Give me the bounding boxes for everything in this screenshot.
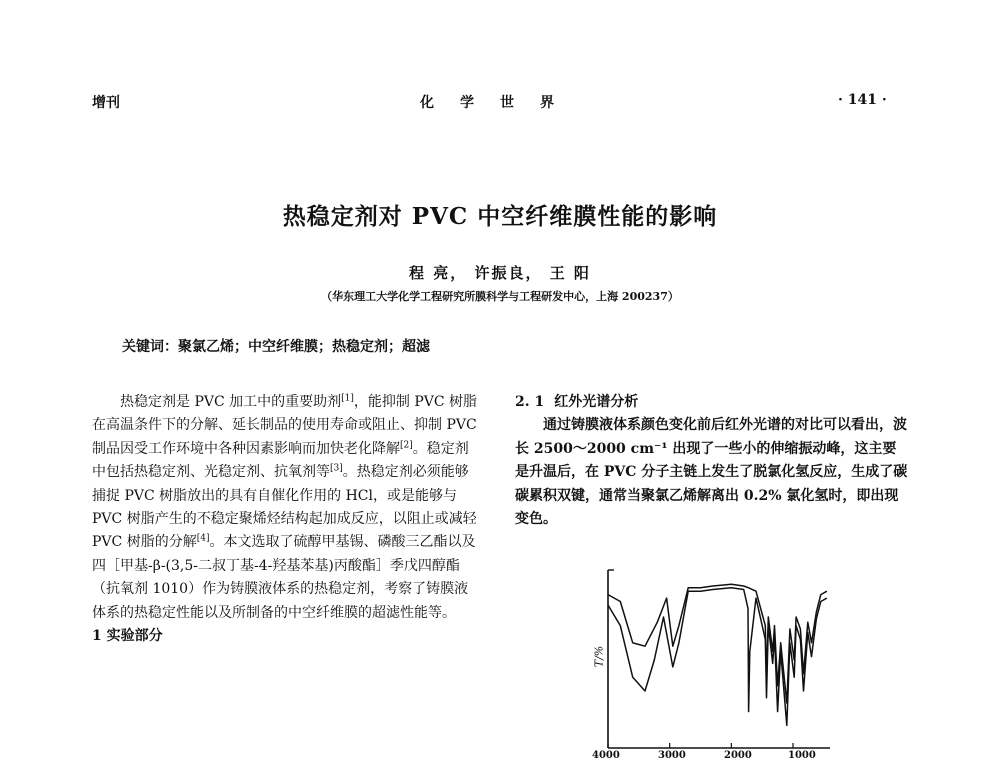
- header-left: 增刊: [92, 95, 120, 111]
- left-column: [92, 391, 482, 648]
- intro-text-3: 。稳定剂中包括热稳定剂、光稳定剂、抗氧剂等: [92, 440, 469, 481]
- journal-name: 化学世界: [420, 95, 580, 111]
- right-column: [515, 391, 910, 531]
- citation-4: [4]: [196, 533, 210, 544]
- intro-paragraph: [92, 391, 482, 625]
- keywords: 关键词：聚氯乙烯；中空纤维膜；热稳定剂；超滤: [122, 339, 430, 355]
- authors: 程 亮， 许振良， 王 阳: [409, 264, 591, 282]
- intro-text-2: ，能抑制 PVC 树脂在高温条件下的分解、延长制品的使用寿命或阻止、抑制 PVC 制品因受工作环境中各种因素影响而加快老化降解: [92, 394, 478, 457]
- ir-spectrum-chart: [590, 560, 850, 760]
- x-tick-label-2000: 2000: [724, 750, 752, 761]
- page-number: · 141 ·: [838, 92, 887, 108]
- citation-2: [2]: [400, 440, 413, 451]
- x-tick-label-1000: 1000: [788, 750, 816, 761]
- spectrum-a-line: [608, 584, 827, 703]
- affiliation: （华东理工大学化学工程研究所膜科学与工程研发中心，上海 200237）: [321, 290, 679, 303]
- section-heading-1: 1 实验部分: [92, 628, 163, 645]
- spectrum-series-group: [608, 584, 827, 725]
- intro-text-4: 。热稳定剂必须能够捕捉 PVC 树脂放出的具有自催化作用的 HCl，或是能够与 PVC 树脂产生的不稳定聚烯烃结构起加成反应，以阻止或减轻 PVC 树脂的分解: [92, 464, 477, 551]
- citation-1: [1]: [341, 393, 354, 404]
- y-axis-label: T/%: [592, 645, 606, 668]
- ir-paragraph: 通过铸膜液体系颜色变化前后红外光谱的对比可以看出，波长 2500～2000 cm⁻¹ 出现了一些小的伸缩振动峰，这主要是升温后，在 PVC 分子主链上发生了脱氯化氢反应，生成了碳碳累积双键，通常当聚氯乙烯解离出 0.2% 氯化氢时，即出现变色。: [515, 417, 908, 528]
- intro-text-1: 热稳定剂是 PVC 加工中的重要助剂: [120, 394, 342, 410]
- x-tick-label-4000: 4000: [592, 750, 620, 761]
- article-title: 热稳定剂对 PVC 中空纤维膜性能的影响: [282, 203, 718, 230]
- section-title: 红外光谱分析: [554, 394, 639, 410]
- x-tick-label-3000: 3000: [658, 750, 686, 761]
- section-heading-2-1: [515, 391, 910, 414]
- section-number: 2. 1: [515, 394, 545, 410]
- citation-3: [3]: [330, 463, 343, 474]
- intro-text-5: 。本文选取了硫醇甲基锡、磷酸三乙酯以及四［甲基-β-(3,5-二叔丁基-4-羟基苯基)丙酸酯］季戊四醇酯（抗氧剂 1010）作为铸膜液体系的热稳定剂，考察了铸膜液体系的热稳定性能以及所制备的中空纤维膜的超滤性能等。: [92, 534, 476, 621]
